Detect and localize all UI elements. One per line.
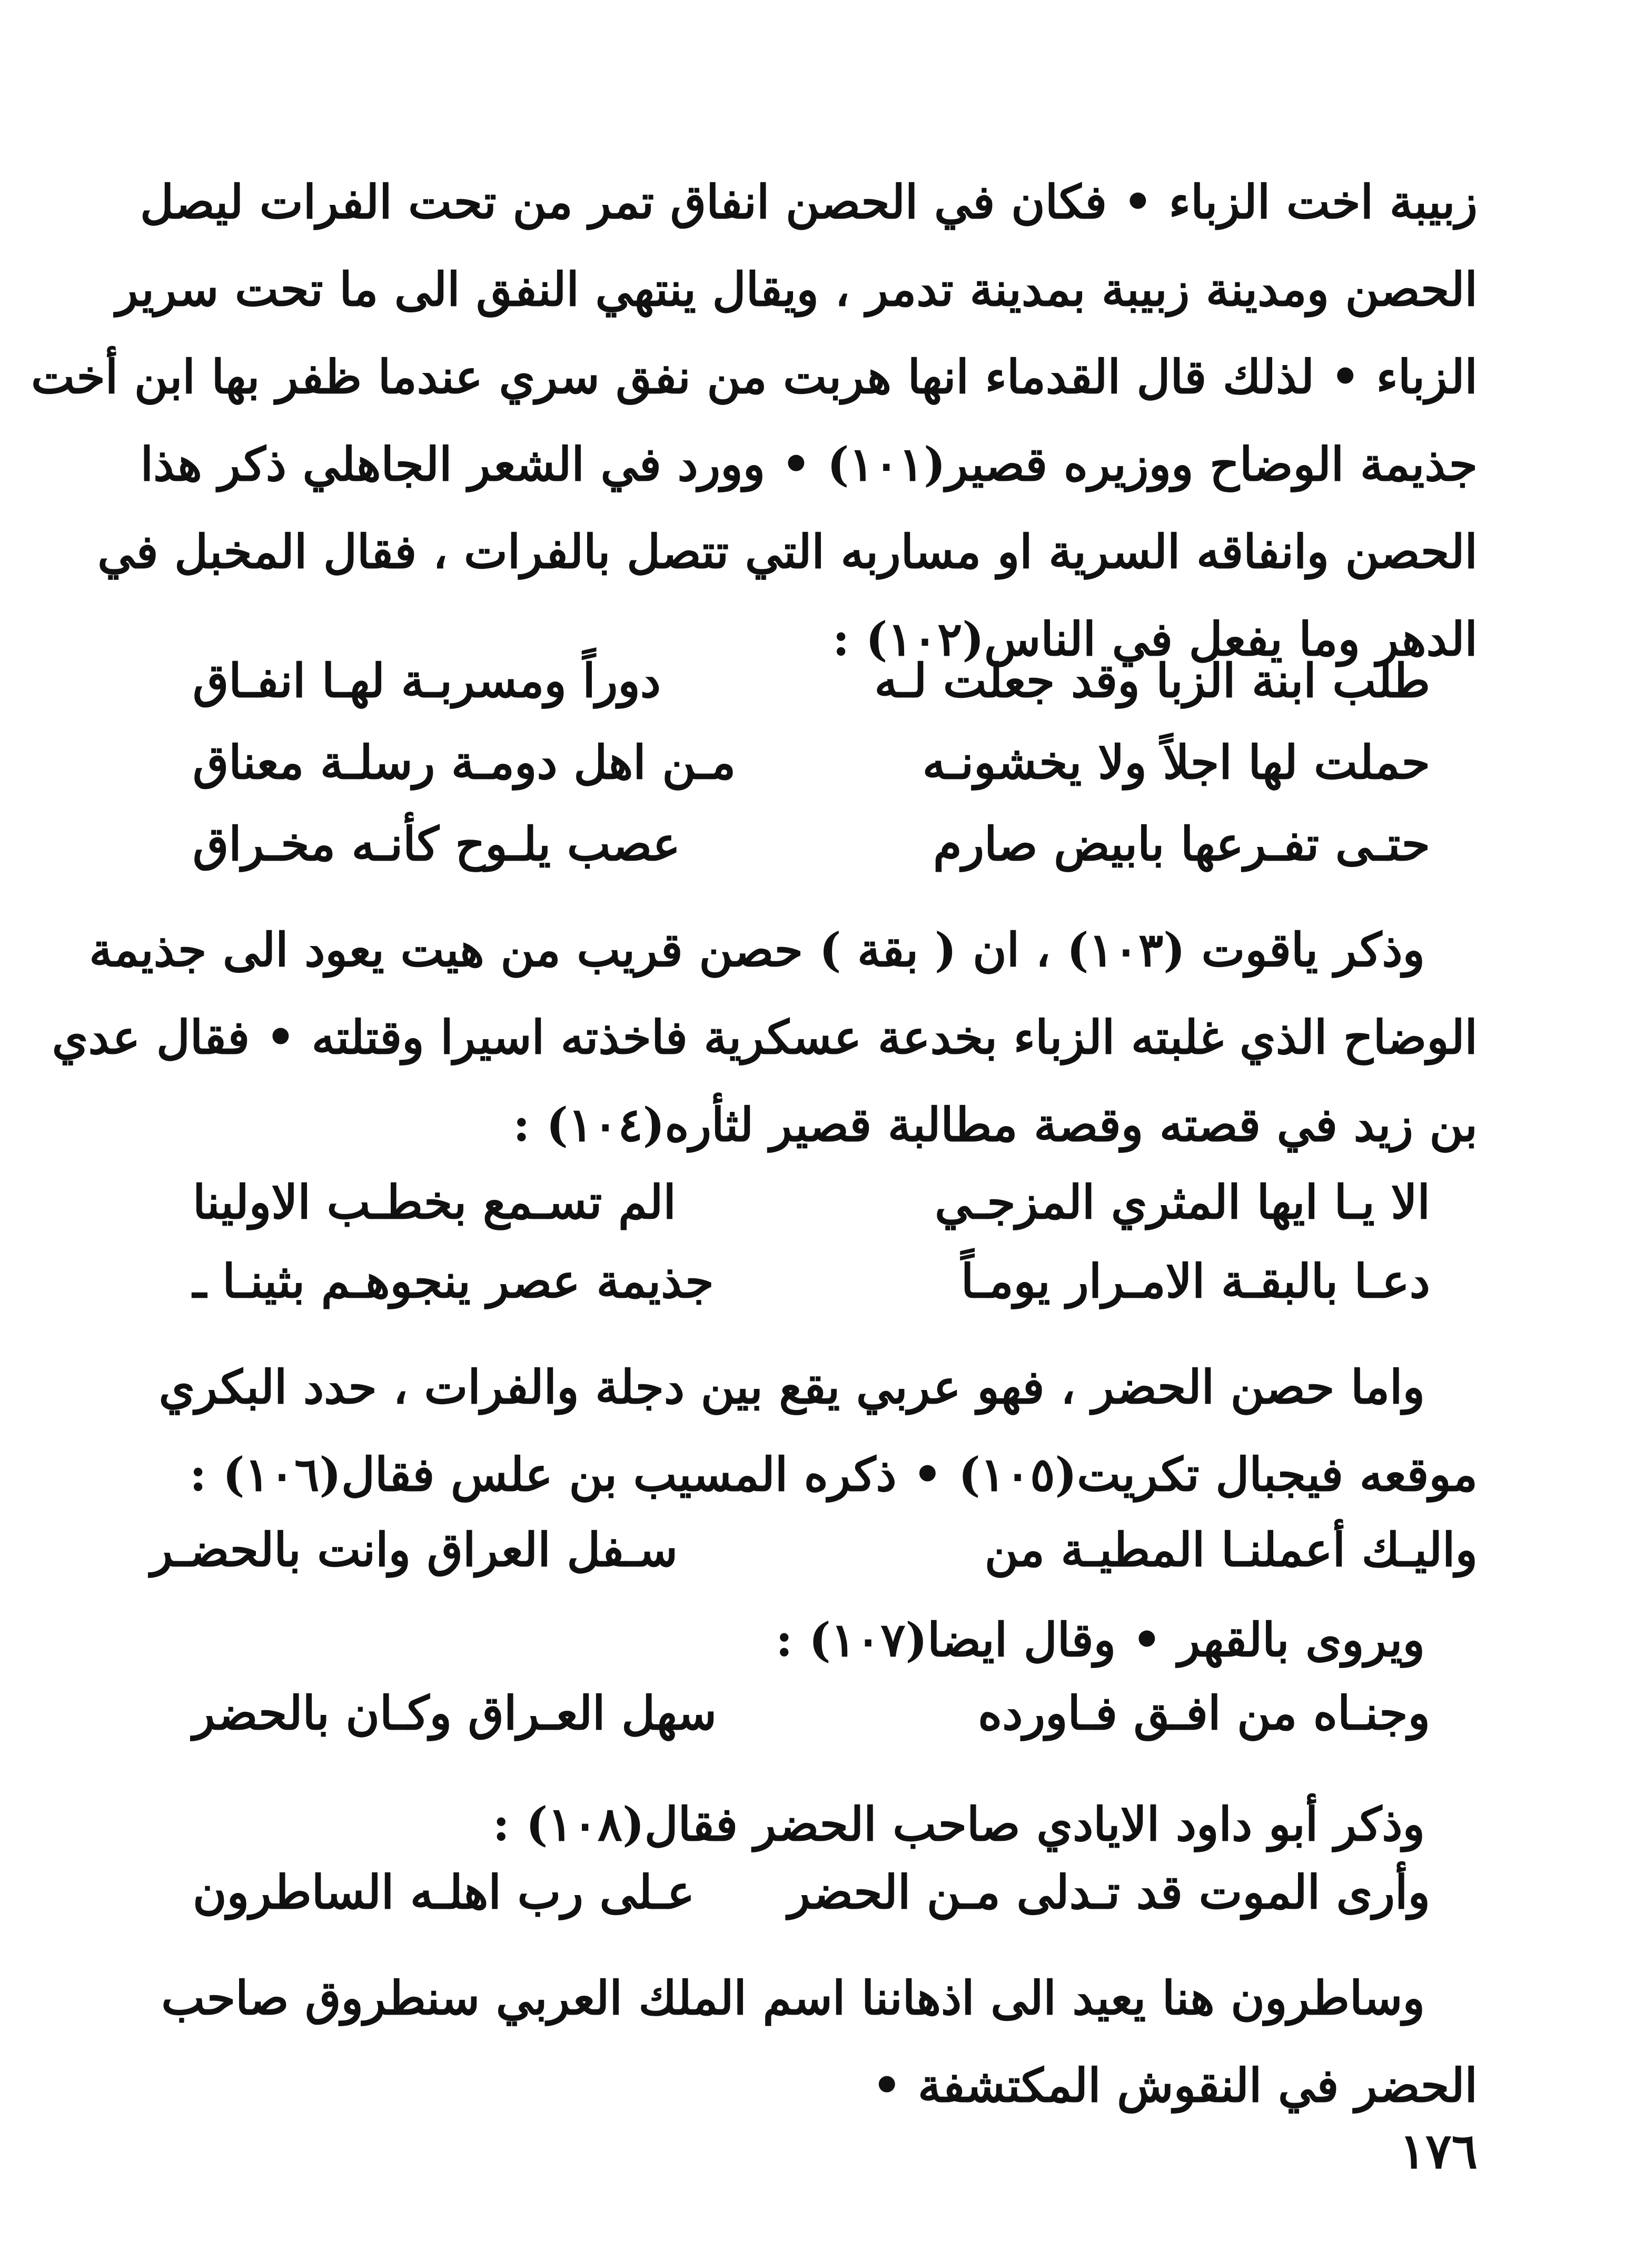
page-number: ١٧٦ [1399, 2123, 1478, 2180]
verse-second-hemistich: سـفل العراق وانت بالحضـر [151, 1522, 678, 1577]
verse-first-hemistich: دعـا بالبقـة الامـرار يومـاً [960, 1254, 1430, 1308]
text-line: الحصن ومدينة زبيبة بمدينة تدمر ، ويقال ينتهي النفق الى ما تحت سرير [116, 262, 1478, 317]
verse-first-hemistich: وأرى الموت قد تـدلى مـن الحضر [788, 1865, 1430, 1919]
paragraph-5 [151, 1780, 1478, 1868]
text-line: ويروى بالقهر • وقال ايضا(١٠٧) : [775, 1612, 1425, 1667]
text-line: موقعه فيجبال تكريت(١٠٥) • ذكره المسيب بن علس فقال(١٠٦) : [189, 1447, 1478, 1502]
verse-line [193, 816, 1430, 871]
text-line: جذيمة الوضاح ووزيره قصير(١٠١) • وورد في الشعر الجاهلي ذكر هذا [140, 437, 1478, 491]
paragraph-4 [151, 1596, 1478, 1683]
text-line: وذكر ياقوت (١٠٣) ، ان ( بقة ) حصن قريب من هيت يعود الى جذيمة [89, 922, 1425, 977]
verse-first-hemistich: واليـك أعملنـا المطيـة من [984, 1522, 1478, 1577]
verse-first-hemistich: الا يـا ايها المثري المزجـي [935, 1175, 1430, 1229]
text-line: الحصن وانفاقه السرية او مساربه التي تتصل بالفرات ، فقال المخبل في [97, 524, 1478, 579]
verse-first-hemistich: وجنـاه من افـق فـاورده [978, 1685, 1430, 1740]
verse-line [193, 1685, 1430, 1740]
text-line: الحضر في النقوش المكتشفة • [872, 2058, 1478, 2113]
paragraph-1 [31, 158, 1478, 683]
verse-second-hemistich: الم تسـمع بخطـب الاولينا [193, 1175, 676, 1229]
verse-line [193, 1254, 1430, 1308]
verse-second-hemistich: دوراً ومسربـة لهـا انفـاق [193, 653, 661, 708]
verse-line [193, 735, 1430, 790]
verse-second-hemistich: مـن اهل دومـة رسلـة معناق [193, 735, 736, 790]
text-line: الوضاح الذي غلبته الزباء بخدعة عسكرية فاخذته اسيرا وقتلته • فقال عدي [52, 1010, 1478, 1064]
paragraph-2 [52, 906, 1478, 1168]
text-line: وساطرون هنا يعيد الى اذهاننا اسم الملك العربي سنطروق صاحب [161, 1970, 1425, 2025]
verse-line [151, 1522, 1478, 1577]
verse-line [193, 653, 1430, 708]
verse-first-hemistich: حملت لها اجلاً ولا يخشونـه [922, 735, 1430, 790]
text-line: الزباء • لذلك قال القدماء انها هربت من نفق سري عندما ظفر بها ابن أخت [31, 349, 1478, 404]
paragraph-6 [151, 1954, 1478, 2129]
verse-second-hemistich: سهل العـراق وكـان بالحضر [193, 1685, 717, 1740]
verse-second-hemistich: عـلى رب اهلـه الساطرون [193, 1865, 695, 1919]
verse-first-hemistich: طلب ابنة الزبا وقد جعلت لـه [874, 653, 1430, 708]
verse-second-hemistich: عصب يلـوح كأنـه مخـراق [193, 816, 680, 871]
text-line: زبيبة اخت الزباء • فكان في الحصن انفاق تمر من تحت الفرات ليصل [140, 174, 1478, 229]
verse-line [193, 1175, 1430, 1229]
paragraph-3 [151, 1343, 1478, 1518]
text-line: واما حصن الحضر ، فهو عربي يقع بين دجلة والفرات ، حدد البكري [158, 1359, 1425, 1414]
verse-second-hemistich: جذيمة عصر ينجوهـم بثينـا ـ [193, 1254, 714, 1308]
text-line: الدهر وما يفعل في الناس(١٠٢) : [832, 612, 1478, 666]
text-line: بن زيد في قصته وقصة مطالبة قصير لثأره(١٠٤) : [513, 1097, 1478, 1152]
text-line: وذكر أبو داود الايادي صاحب الحضر فقال(١٠٨) : [492, 1797, 1425, 1851]
verse-line [193, 1865, 1430, 1919]
verse-first-hemistich: حتـى تفـرعها بابيض صارم [933, 816, 1430, 871]
